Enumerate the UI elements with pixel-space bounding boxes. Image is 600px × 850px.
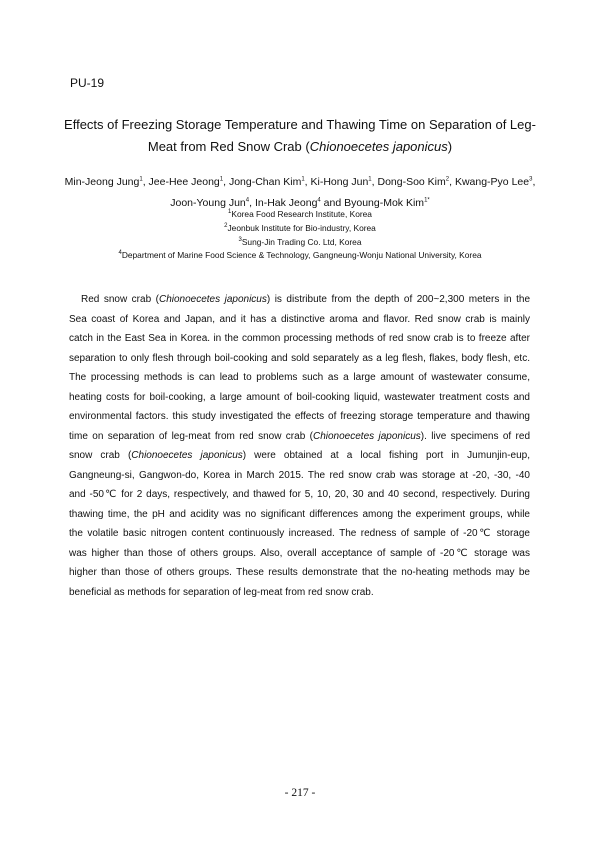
session-code: PU-19 <box>70 76 105 90</box>
title-line-2: Meat from Red Snow Crab (Chionoecetes japonicus) <box>147 139 453 154</box>
abstract-line: higher than those of others groups. These results demonstrate that the no-heating methods may be <box>69 567 530 578</box>
author-name: Kwang-Pyo Lee <box>454 176 530 188</box>
author-name: Min-Jeong Jung <box>64 176 140 188</box>
title-line-1: Effects of Freezing Storage Temperature and Thawing Time on Separation of Leg- <box>64 117 536 132</box>
abstract-line: separation to only flesh through boil-cooking and sold separately as a leg flesh, flakes, body flesh, etc. <box>69 352 530 364</box>
abstract-line: beneficial as methods for separation of leg-meat from red snow crab. <box>69 586 374 598</box>
author-name: Jong-Chan Kim <box>228 176 302 188</box>
abstract-line: Gangneung-si, Gangwon-do, Korea in March 2015. The red snow crab was storage at -20, -30, -40 <box>69 469 530 481</box>
abstract-line: Sea coast of Korea and Japan, and it has a distinctive aroma and flavor. Red snow crab is mainly <box>69 313 530 325</box>
abstract-line: the volatile basic nitrogen content continuously increased. The redness of sample of -20℃ storage <box>69 528 530 539</box>
abstract-line: heating costs for boil-cooking, a large amount of boil-cooking liquid, wastewater treatment costs and <box>69 391 530 403</box>
affiliation-3: $^3$Sung-Jin Trading Co. Ltd, Korea <box>238 236 362 247</box>
abstract-line: Red snow crab (Chionoecetes japonicus) is distribute from the depth of 200~2,300 meters in the <box>81 294 531 305</box>
author-line-1: Min-Jeong Jung$^1$, Jee-Hee Jeong$^1$, Jong-Chan Kim$^1$, Ki-Hong Jun$^1$, Dong-Soo Kim$^2$, Kwang-Pyo Lee$^3$, <box>64 176 536 188</box>
affiliation-1: $^1$Korea Food Research Institute, Korea <box>228 209 372 219</box>
affiliation-4: $^4$Department of Marine Food Science & Technology, Gangneung-Wonju National University, Korea <box>118 250 482 261</box>
author-name: Dong-Soo Kim <box>377 176 446 188</box>
abstract-line: and -50℃ for 2 days, respectively, and thawed for 5, 10, 20, 30 and 40 second, respectively. During <box>69 489 530 500</box>
affiliation-2: $^2$Jeonbuk Institute for Bio-industry, Korea <box>224 222 376 233</box>
paper-title <box>60 114 540 158</box>
affiliation-list <box>40 208 560 263</box>
abstract-line: thawing time, the pH and acidity was no significant differences among the experiment groups, while <box>69 508 530 520</box>
abstract-line: The processing methods is can lead to problems such as a large amount of wastewater consume, <box>69 372 530 383</box>
author-name: Joon-Young Jun <box>170 197 246 209</box>
author-name: Jee-Hee Jeong <box>148 176 220 188</box>
author-line-2: Joon-Young Jun$^4$, In-Hak Jeong$^4$ and Byoung-Mok Kim$^{1*}$ <box>170 197 430 209</box>
author-name: In-Hak Jeong <box>254 197 318 209</box>
abstract-line: environmental factors. this study investigated the effects of freezing storage temperature and thawing <box>69 411 530 422</box>
abstract-body <box>69 290 530 602</box>
abstract-line: snow crab (Chionoecetes japonicus) were obtained at a local fishing port in Jumunjin-eup, <box>69 450 530 461</box>
abstract-line: time on separation of leg-meat from red snow crab (Chionoecetes japonicus). live specimens of red <box>69 430 531 442</box>
author-name: Byoung-Mok Kim <box>344 197 425 209</box>
page-number: - 217 - <box>284 787 316 799</box>
author-name: Ki-Hong Jun <box>310 176 369 188</box>
abstract-line: catch in the East Sea in Korea. in the common processing methods of red snow crab is to freeze after <box>69 333 530 344</box>
abstract-line: was higher than those of others groups. Also, overall acceptance of sample of -20℃ storage was <box>69 547 530 559</box>
